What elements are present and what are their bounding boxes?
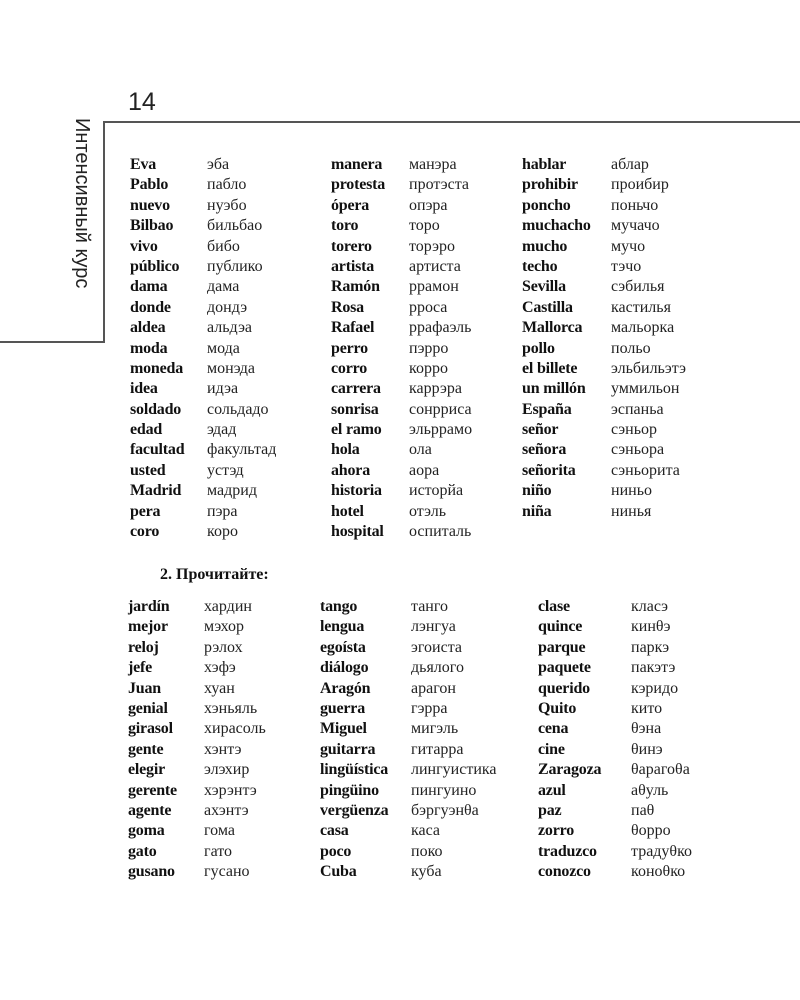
transcription: кинθэ xyxy=(631,618,671,636)
spanish-word: público xyxy=(130,257,180,275)
transcription: мучачо xyxy=(611,217,660,235)
spanish-word: Sevilla xyxy=(522,278,566,296)
transcription: пакэтэ xyxy=(631,659,676,677)
spanish-word: Ramón xyxy=(331,278,380,296)
spanish-word: nuevo xyxy=(130,196,170,214)
spanish-word: carrera xyxy=(331,380,381,398)
spanish-word: egoísta xyxy=(320,638,366,656)
spanish-word: España xyxy=(522,400,572,418)
spanish-word: poco xyxy=(320,842,352,860)
spanish-word: edad xyxy=(130,421,163,439)
transcription: сэбилья xyxy=(611,278,665,296)
transcription: мэхор xyxy=(204,618,244,636)
transcription: эба xyxy=(207,156,230,173)
spanish-word: Pablo xyxy=(130,176,169,194)
transcription: корро xyxy=(409,359,448,377)
spanish-word: Aragón xyxy=(320,679,371,697)
spanish-word: conozco xyxy=(538,863,591,881)
transcription: пэра xyxy=(207,502,238,520)
spanish-word: Zaragoza xyxy=(538,761,602,779)
transcription: ррафаэль xyxy=(409,319,472,337)
section1-col-3-spanish xyxy=(522,155,591,522)
transcription: бэргуэнθа xyxy=(411,801,479,819)
transcription: мадрид xyxy=(207,482,257,500)
spanish-word: goma xyxy=(128,822,165,840)
transcription: коро xyxy=(207,523,238,541)
transcription: поньчо xyxy=(611,196,659,214)
spanish-word: señor xyxy=(522,421,559,439)
transcription: θэна xyxy=(631,720,662,738)
section2-col-2-transcription xyxy=(411,597,497,882)
transcription: нинья xyxy=(611,502,652,520)
transcription: факультад xyxy=(207,441,277,459)
spanish-word: protesta xyxy=(331,176,386,194)
section1-col-1-spanish xyxy=(130,155,184,542)
section1-col-2-spanish xyxy=(331,155,385,542)
transcription: проибир xyxy=(611,176,669,194)
spanish-word: gato xyxy=(128,842,157,860)
spanish-word: donde xyxy=(130,298,171,316)
transcription: мальорка xyxy=(611,319,675,337)
transcription: ола xyxy=(409,441,432,459)
page-number: 14 xyxy=(128,88,156,116)
transcription: тэчо xyxy=(611,257,642,275)
transcription: ниньо xyxy=(611,482,652,500)
transcription: θорро xyxy=(631,822,671,840)
transcription: польо xyxy=(611,339,651,357)
transcription: паркэ xyxy=(631,638,670,656)
spanish-word: quince xyxy=(538,618,583,636)
transcription: аблар xyxy=(611,156,649,173)
spanish-word: genial xyxy=(128,699,168,717)
transcription: эгоиста xyxy=(411,638,462,656)
spanish-word: facultad xyxy=(130,441,185,459)
spanish-word: gerente xyxy=(128,781,177,799)
transcription: θарагоθа xyxy=(631,761,690,779)
transcription: пабло xyxy=(207,176,247,194)
transcription: рэлох xyxy=(204,638,243,656)
transcription: мода xyxy=(207,339,240,357)
spanish-word: poncho xyxy=(522,196,571,214)
spanish-word: hablar xyxy=(522,156,567,173)
transcription: дондэ xyxy=(207,298,248,316)
spanish-word: usted xyxy=(130,461,166,479)
spanish-word: parque xyxy=(538,638,586,656)
spanish-word: lengua xyxy=(320,618,365,636)
spanish-word: muchacho xyxy=(522,217,591,235)
transcription: хэфэ xyxy=(204,659,236,677)
spanish-word: reloj xyxy=(128,638,159,656)
side-title: Интенсивный курс xyxy=(71,118,93,289)
spanish-word: niña xyxy=(522,502,552,520)
transcription: хэрэнтэ xyxy=(204,781,257,799)
section2-col-1-spanish xyxy=(128,597,177,882)
spanish-word: azul xyxy=(538,781,566,799)
spanish-word: moneda xyxy=(130,359,184,377)
transcription: сольдадо xyxy=(207,400,269,418)
transcription: кастилья xyxy=(611,298,671,316)
transcription: танго xyxy=(411,598,449,615)
transcription: уммильон xyxy=(611,380,680,398)
transcription: каса xyxy=(411,822,441,840)
spanish-word: querido xyxy=(538,679,590,697)
transcription: аθуль xyxy=(631,781,669,799)
section2-col-1-transcription xyxy=(204,597,266,882)
spanish-word: perro xyxy=(331,339,368,357)
transcription: манэра xyxy=(409,156,457,173)
spanish-word: guitarra xyxy=(320,740,376,758)
spanish-word: historia xyxy=(331,482,382,500)
transcription: исторйа xyxy=(409,482,464,500)
section1-col-3-transcription xyxy=(611,155,686,522)
transcription: эспаньа xyxy=(611,400,664,418)
spanish-word: cine xyxy=(538,740,565,758)
spanish-word: mejor xyxy=(128,618,168,636)
transcription: артиста xyxy=(409,257,461,275)
side-rule-vertical xyxy=(103,121,105,343)
spanish-word: coro xyxy=(130,523,160,541)
transcription: сэньор xyxy=(611,421,658,439)
transcription: оспиталь xyxy=(409,523,472,541)
spanish-word: hotel xyxy=(331,502,364,520)
transcription: гато xyxy=(204,842,233,860)
transcription: хэнтэ xyxy=(204,740,242,758)
transcription: лэнгуа xyxy=(411,618,456,636)
transcription: паθ xyxy=(631,801,655,819)
transcription: альдэа xyxy=(207,319,253,337)
section1-col-2-transcription xyxy=(409,155,472,542)
transcription: ррoса xyxy=(409,298,448,316)
spanish-word: elegir xyxy=(128,761,165,779)
transcription: пингуино xyxy=(411,781,477,799)
spanish-word: aldea xyxy=(130,319,166,337)
spanish-word: Juan xyxy=(128,679,161,697)
spanish-word: manera xyxy=(331,156,383,173)
transcription: ррамон xyxy=(409,278,459,296)
transcription: θинэ xyxy=(631,740,663,758)
spanish-word: guerra xyxy=(320,699,366,717)
spanish-word: Bilbao xyxy=(130,217,174,235)
transcription: сэньора xyxy=(611,441,665,459)
transcription: ахэнтэ xyxy=(204,801,249,819)
transcription: мучо xyxy=(611,237,646,255)
section1-col-1-transcription xyxy=(207,155,276,542)
transcription: отэль xyxy=(409,502,447,520)
transcription: элэхир xyxy=(204,761,250,779)
section2-col-2-spanish xyxy=(320,597,388,882)
spanish-word: Quito xyxy=(538,699,577,717)
transcription: хирасоль xyxy=(204,720,266,738)
spanish-word: señorita xyxy=(522,461,576,479)
spanish-word: paz xyxy=(538,801,562,819)
spanish-word: Mallorca xyxy=(522,319,583,337)
spanish-word: pollo xyxy=(522,339,555,357)
spanish-word: agente xyxy=(128,801,172,819)
transcription: каррэра xyxy=(409,380,462,398)
spanish-word: gente xyxy=(128,740,164,758)
spanish-word: cena xyxy=(538,720,569,738)
spanish-word: hospital xyxy=(331,523,384,541)
transcription: гитарра xyxy=(411,740,464,758)
spanish-word: traduzco xyxy=(538,842,597,860)
spanish-word: Madrid xyxy=(130,482,182,500)
spanish-word: señora xyxy=(522,441,567,459)
spanish-word: Cuba xyxy=(320,863,357,881)
spanish-word: pingüino xyxy=(320,781,379,799)
spanish-word: ahora xyxy=(331,461,371,479)
spanish-word: torero xyxy=(331,237,372,255)
spanish-word: lingüística xyxy=(320,761,389,779)
transcription: поко xyxy=(411,842,443,860)
transcription: гэрра xyxy=(411,699,448,717)
top-rule xyxy=(104,121,800,123)
spanish-word: hola xyxy=(331,441,360,459)
spanish-word: el billete xyxy=(522,359,578,377)
spanish-word: clase xyxy=(538,598,570,615)
transcription: бибо xyxy=(207,237,240,255)
side-rule-horizontal xyxy=(0,341,105,343)
transcription: аора xyxy=(409,461,440,479)
section2-col-3-transcription xyxy=(631,597,692,882)
section-2-heading: 2. Прочитайте: xyxy=(160,566,269,583)
spanish-word: Rafael xyxy=(331,319,375,337)
spanish-word: paquete xyxy=(538,659,591,677)
spanish-word: un millón xyxy=(522,380,586,398)
spanish-word: idea xyxy=(130,380,158,398)
spanish-word: corro xyxy=(331,359,368,377)
spanish-word: dama xyxy=(130,278,168,296)
transcription: хуан xyxy=(204,679,235,697)
spanish-word: pera xyxy=(130,502,161,520)
transcription: гусано xyxy=(204,863,250,881)
spanish-word: Castilla xyxy=(522,298,573,316)
spanish-word: casa xyxy=(320,822,349,840)
transcription: публико xyxy=(207,257,263,275)
spanish-word: el ramo xyxy=(331,421,382,439)
spanish-word: zorro xyxy=(538,822,575,840)
spanish-word: vivo xyxy=(130,237,158,255)
transcription: бильбао xyxy=(207,217,263,235)
transcription: гома xyxy=(204,822,235,840)
spanish-word: Eva xyxy=(130,156,157,173)
spanish-word: tango xyxy=(320,598,358,615)
spanish-word: ópera xyxy=(331,196,370,214)
spanish-word: Rosa xyxy=(331,298,364,316)
transcription: монэда xyxy=(207,359,255,377)
spanish-word: girasol xyxy=(128,720,173,738)
transcription: мигэль xyxy=(411,720,459,738)
transcription: сонрриса xyxy=(409,400,472,418)
transcription: эльбильэтэ xyxy=(611,359,686,377)
transcription: опэра xyxy=(409,196,448,214)
transcription: коноθко xyxy=(631,863,686,881)
spanish-word: mucho xyxy=(522,237,568,255)
transcription: хэньяль xyxy=(204,699,258,717)
transcription: идэа xyxy=(207,380,239,398)
spanish-word: toro xyxy=(331,217,359,235)
transcription: торэро xyxy=(409,237,456,255)
spanish-word: artista xyxy=(331,257,375,275)
transcription: лингуистика xyxy=(411,761,497,779)
spanish-word: jardín xyxy=(128,598,170,615)
transcription: класэ xyxy=(631,598,669,615)
transcription: дьялого xyxy=(411,659,464,677)
transcription: нуэбо xyxy=(207,196,247,214)
spanish-word: sonrisa xyxy=(331,400,379,418)
spanish-word: soldado xyxy=(130,400,182,418)
transcription: кито xyxy=(631,699,663,717)
spanish-word: gusano xyxy=(128,863,175,881)
transcription: торо xyxy=(409,217,440,235)
transcription: хардин xyxy=(204,598,252,615)
transcription: протэста xyxy=(409,176,469,194)
spanish-word: Miguel xyxy=(320,720,367,738)
spanish-word: techo xyxy=(522,257,558,275)
spanish-word: niño xyxy=(522,482,552,500)
transcription: арагон xyxy=(411,679,456,697)
transcription: устэд xyxy=(207,461,244,479)
transcription: эдад xyxy=(207,421,237,439)
spanish-word: prohibir xyxy=(522,176,578,194)
transcription: дама xyxy=(207,278,240,296)
transcription: эльррамо xyxy=(409,421,473,439)
section2-col-3-spanish xyxy=(538,597,601,882)
transcription: куба xyxy=(411,863,442,881)
transcription: пэрро xyxy=(409,339,449,357)
transcription: традуθко xyxy=(631,842,693,860)
transcription: кэридо xyxy=(631,679,679,697)
transcription: сэньорита xyxy=(611,461,680,479)
spanish-word: vergüenza xyxy=(320,801,389,819)
spanish-word: diálogo xyxy=(320,659,369,677)
spanish-word: moda xyxy=(130,339,168,357)
spanish-word: jefe xyxy=(128,659,153,677)
